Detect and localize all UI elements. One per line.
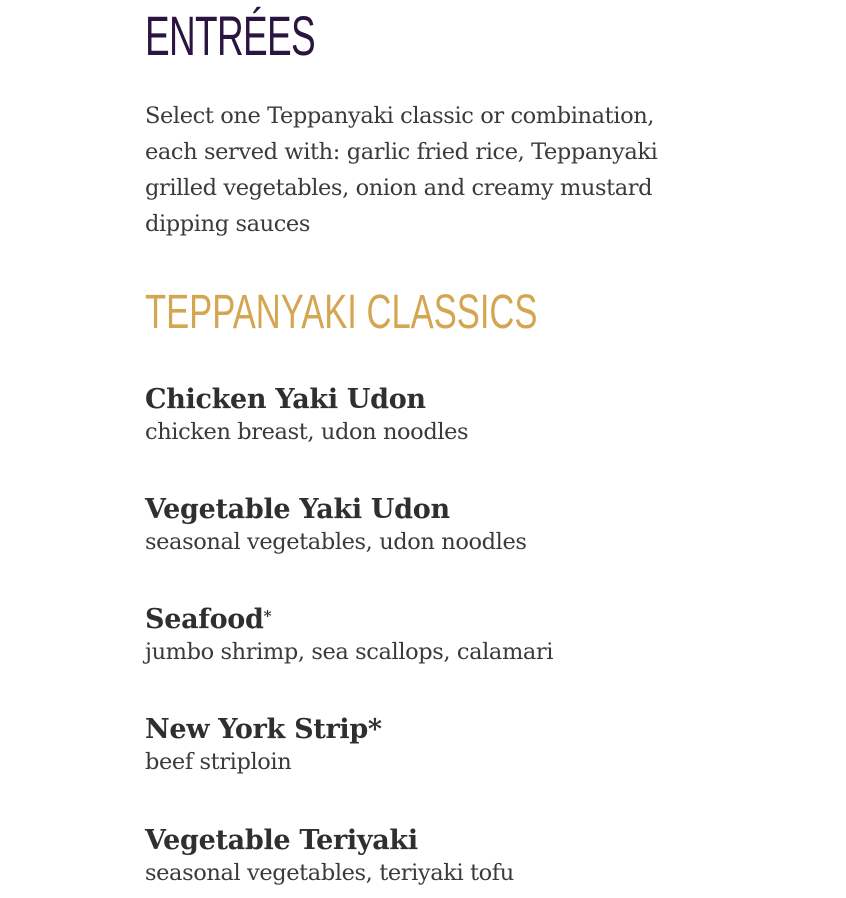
- entrees-intro: Select one Teppanyaki classic or combination, each served with: garlic fried rice, Teppanyaki grilled vegetables, onion and creamy mustard dipping sauces: [145, 103, 658, 237]
- menu-item-description: chicken breast, udon noodles: [145, 419, 469, 445]
- menu-item-name-text: Vegetable Yaki Udon: [145, 494, 450, 525]
- teppanyaki-classics-heading: TEPPANYAKI CLASSICS: [145, 286, 538, 339]
- menu-item-name: [145, 383, 765, 417]
- menu-item-name: [145, 713, 765, 747]
- entrees-heading: ENTRÉES: [145, 4, 315, 67]
- menu-item: [145, 383, 765, 447]
- menu-item-name-text: Chicken Yaki Udon: [145, 384, 426, 415]
- menu-item-name-text: Seafood: [145, 604, 264, 635]
- menu-item: [145, 824, 765, 888]
- menu-item: [145, 603, 765, 667]
- menu-item-name: [145, 493, 765, 527]
- menu-item-name: [145, 824, 765, 858]
- menu-item-description: jumbo shrimp, sea scallops, calamari: [145, 639, 554, 665]
- menu-item-name: [145, 603, 765, 637]
- menu-item-name-text: Vegetable Teriyaki: [145, 825, 418, 856]
- menu-item-marker: *: [263, 607, 272, 625]
- menu-item-name-text: New York Strip*: [145, 714, 382, 745]
- menu-item-description: beef striploin: [145, 749, 292, 775]
- menu-item-description: seasonal vegetables, udon noodles: [145, 529, 527, 555]
- menu-item: [145, 713, 765, 777]
- menu-item: [145, 493, 765, 557]
- menu-item-description: seasonal vegetables, teriyaki tofu: [145, 860, 514, 886]
